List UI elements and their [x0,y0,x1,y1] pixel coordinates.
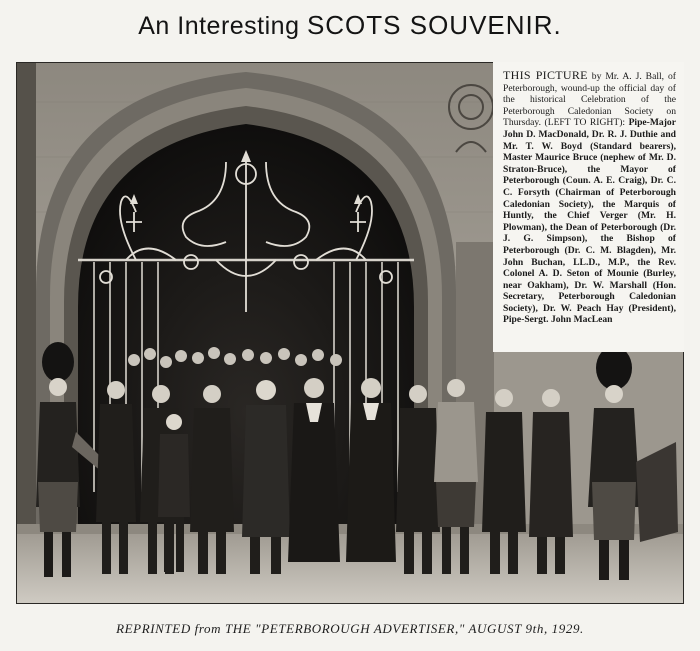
headline [0,10,700,41]
left-pillar [16,62,36,604]
headline-emphasis: SCOTS SOUVENIR. [306,10,562,40]
caption-intro: by Mr. A. J. Ball, of Peterborough, wound-up the official day of the historical Celebration of the Peterborough Caledonian Society on Thursday. (LEFT TO RIGHT): [503,71,676,129]
caption-names: Pipe-Major John D. MacDonald, Dr. R. J. Duthie and Mr. T. W. Boyd (Standard bearers), Master Maurice Bruce (nephew of Mr. D. Straton-Bruce), the Mayor of Peterborough (Coun. A. E. Craig), Dr. C. C. Forsyth (Chairman of Peterborough Caledonian Society), the Marquis of Huntly, the Chief Verger (Mr. H. Plowman), the Dean of Peterborough (Dr. J. G. Simpson), the Bishop of Peterborough (Dr. C. M. Blagden), Mr. John Buchan, LL.D., M.P., the Rev. Colonel A. D. Seton of Mounie (Burley, near Oakham), Dr. W. Marshall (Hon. Secretary, Peterborough Caledonian Society), Dr. W. Peach Hay (President), Pipe-Sergt. John MacLean [503,117,676,326]
caption-lead: THIS PICTURE [503,68,588,82]
reprint-footer: REPRINTED from THE "PETERBOROUGH ADVERTISER," AUGUST 9th, 1929. [116,621,584,636]
caption-box [493,62,684,352]
headline-prefix: An Interesting [138,12,300,40]
